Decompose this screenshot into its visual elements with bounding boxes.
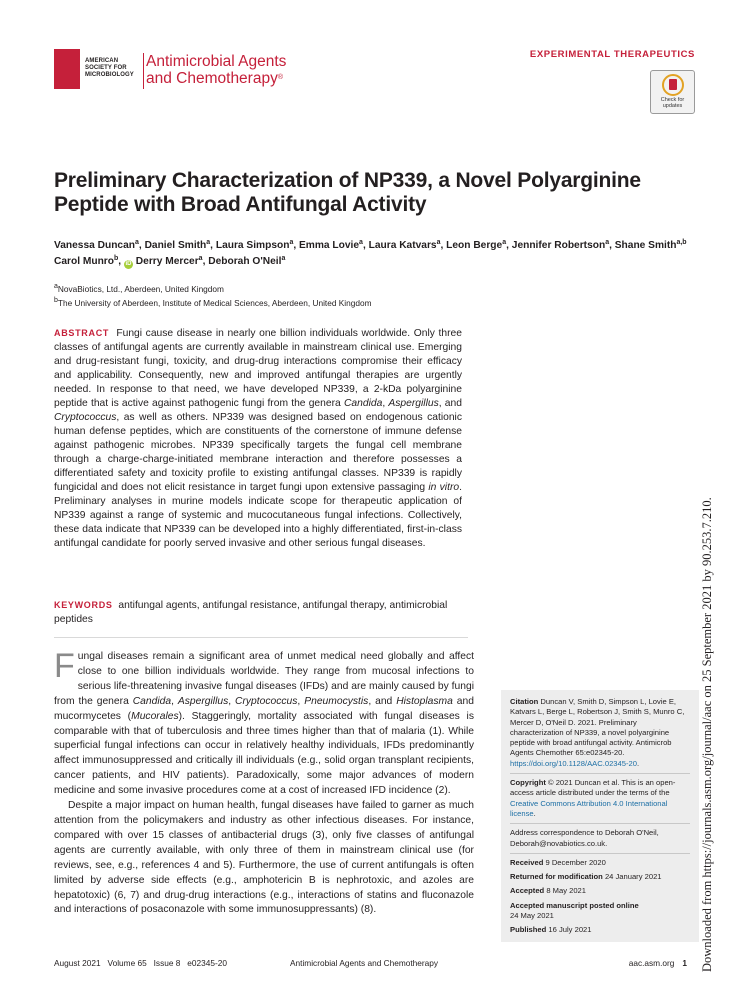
journal-site-link[interactable]: aac.asm.org bbox=[628, 958, 675, 968]
author-name: Jennifer Robertson bbox=[511, 240, 606, 251]
author-name: Carol Munro bbox=[54, 255, 114, 267]
footer-journal: Antimicrobial Agents and Chemotherapy bbox=[290, 958, 439, 968]
received-date: Received 9 December 2020 bbox=[510, 857, 606, 867]
body-paragraph: Fungal diseases remain a significant area of unmet medical need globally and affect close to one billion individuals worldwide. They range from mucosal infections to serious life-threatening invasive fungal diseases (IFDs) and are mainly caused by fungi from the genera Candida, Aspergillus, Cryptococcus, Pneumocystis, and Histoplasma and mucormycetes (Mucorales). Staggeringly, mortality associated with fungal diseases is comparable with that of tuberculosis and three times higher than that of malaria (1). While superficial fungal infections can occur in relatively healthy individuals, IFDs predominantly affect immunosuppressed and critically ill individuals (e.g., solid organ transplant recipients, cancer patients, and HIV patients). Paradoxically, some major advances of modern medicine and some invasive procedures come at a cost of increased IFD incidence (2). bbox=[54, 647, 474, 797]
affiliations bbox=[54, 282, 372, 310]
logo-divider bbox=[143, 53, 144, 89]
author-name: Laura Simpson bbox=[215, 240, 290, 251]
section-label: EXPERIMENTAL THERAPEUTICS bbox=[529, 49, 695, 60]
footer-site bbox=[629, 958, 687, 968]
affiliation-a: $^a$NovaBiotics, Ltd., Aberdeen, United Kingdom bbox=[54, 283, 224, 294]
doi-link[interactable]: https://doi.org/10.1128/AAC.02345-20 bbox=[510, 758, 637, 768]
license-link[interactable]: Creative Commons Attribution 4.0 International license bbox=[510, 798, 668, 818]
article-info-sidebar bbox=[501, 690, 699, 942]
author-name: Leon Berge bbox=[446, 240, 503, 251]
society-name: AMERICAN SOCIETY FOR MICROBIOLOGY bbox=[85, 58, 134, 78]
asm-logo-mark bbox=[54, 49, 80, 89]
orcid-icon[interactable]: iD bbox=[125, 260, 132, 267]
download-notice: Downloaded from https://journals.asm.org/journal/aac on 25 September 2021 by 90.253.7.210. bbox=[700, 497, 714, 972]
page-number: 1 bbox=[682, 958, 687, 968]
article-title: Preliminary Characterization of NP339, a Novel Polyarginine Peptide with Broad Antifungal Activity bbox=[54, 169, 641, 216]
author-name: Shane Smith bbox=[614, 240, 677, 251]
issue-info: August 2021 Volume 65 Issue 8 e02345-20 bbox=[54, 958, 227, 968]
author-name: Emma Lovie bbox=[299, 240, 360, 251]
affiliation-b: $^b$The University of Aberdeen, Institute of Medical Sciences, Aberdeen, United Kingdom bbox=[54, 297, 372, 308]
divider bbox=[510, 773, 690, 774]
check-for-updates-label: Check for updates bbox=[660, 97, 685, 109]
copyright: Copyright © 2021 Duncan et al. This is an open-access article distributed under the terms of the Creative Commons Attribution 4.0 International license. bbox=[510, 778, 676, 818]
accepted-manuscript-date: Accepted manuscript posted online 24 May 2021 bbox=[510, 900, 639, 921]
drop-cap: F bbox=[54, 647, 75, 685]
divider bbox=[510, 823, 690, 824]
author-name: Daniel Smith bbox=[144, 240, 207, 251]
abstract: ABSTRACT Fungi cause disease in nearly one billion individuals worldwide. Only three classes of antifungal agents are currently available in mainstream clinical use. Emerging and drug-resistant fungi, toxicity, and drug-drug interactions compromise their efficacy and applicability. Consequently, new and improved antifungal therapies are urgently needed. In response to that need, we have developed NP339, a 2-kDa polyarginine peptide that is active against pathogenic fungi from the genera Candida, Aspergillus, and Cryptococcus, as well as others. NP339 was designed based on endogenous cationic human defense peptides, which are constituents of the cornerstone of immune defense against pathogenic microbes. NP339 specifically targets the fungal cell membrane through a charge-charge-initiated membrane interaction and therefore possesses a differentiated safety and toxicity profile to existing antifungal classes. NP339 is rapidly fungicidal and does not elicit resistance in target fungi upon extensive passaging in vitro. Preliminary analyses in murine models indicate scope for therapeutic application of NP339 against a range of systemic and mucocutaneous fungal infections. Collectively, these data indicate that NP339 can be developed into a highly differentiated, first-in-class antifungal candidate for poorly served invasive and other serious fungal diseases. bbox=[54, 328, 462, 549]
journal-name: Antimicrobial Agents and Chemotherapy® bbox=[146, 53, 287, 87]
check-for-updates-badge[interactable] bbox=[650, 70, 695, 114]
author-name: Derry Mercer bbox=[135, 255, 199, 267]
keywords-label: KEYWORDS bbox=[54, 600, 113, 610]
divider bbox=[510, 853, 690, 854]
published-date: Published 16 July 2021 bbox=[510, 925, 592, 935]
body-paragraph: Despite a major impact on human health, fungal diseases have failed to garner as much attention from the policymakers and industry as other infectious diseases. For instance, compared with over 15 classes of antibacterial drugs (3), only five classes of antifungal agents are currently available, with only three of them in mainstream clinical use (for reviews, see, e.g., references 4 and 5). Furthermore, the use of current antifungals is often limited by adverse side effects (e.g., amphotericin B is nephrotoxic, and azoles are hepatotoxic) (6, 7) and drug-drug interactions (e.g., interactions of statins and fluconazole and interactions of posaconazole with some immunosuppressants) (8). bbox=[54, 800, 474, 916]
divider bbox=[54, 637, 468, 638]
keywords: KEYWORDS antifungal agents, antifungal resistance, antifungal therapy, antimicrobial peptides bbox=[54, 600, 448, 625]
accepted-date: Accepted 8 May 2021 bbox=[510, 886, 586, 896]
abstract-label: ABSTRACT bbox=[54, 328, 110, 338]
author-name: Deborah O'Neil bbox=[208, 255, 282, 267]
correspondence: Address correspondence to Deborah O'Neil, Deborah@novabiotics.co.uk. bbox=[510, 828, 659, 848]
article-body bbox=[54, 647, 474, 918]
author-list: Vanessa Duncan$^a$, Daniel Smith$^a$, Laura Simpson$^a$, Emma Lovie$^a$, Laura Katvars$^a$, Leon Berge$^a$, Jennifer Robertson$^a$, Shane Smith$^{a,b}$ Carol Munro$^b$, iD Derry Mercer$^a$, Deborah O'Neil$^a$ bbox=[54, 239, 687, 267]
returned-date: Returned for modification 24 January 2021 bbox=[510, 872, 662, 882]
citation: Citation Duncan V, Smith D, Simpson L, Lovie E, Katvars L, Berge L, Robertson J, Smith S, Munro C, Mercer D, O'Neil D. 2021. Preliminary characterization of NP339, a novel polyarginine peptide with broad antifungal activity. Antimicrob Agents Chemother 65:e02345-20. https://doi.org/10.1128/AAC.02345-20. bbox=[510, 697, 685, 768]
author-name: Laura Katvars bbox=[368, 240, 437, 251]
author-name: Vanessa Duncan bbox=[54, 240, 135, 251]
bookmark-icon bbox=[662, 74, 684, 96]
